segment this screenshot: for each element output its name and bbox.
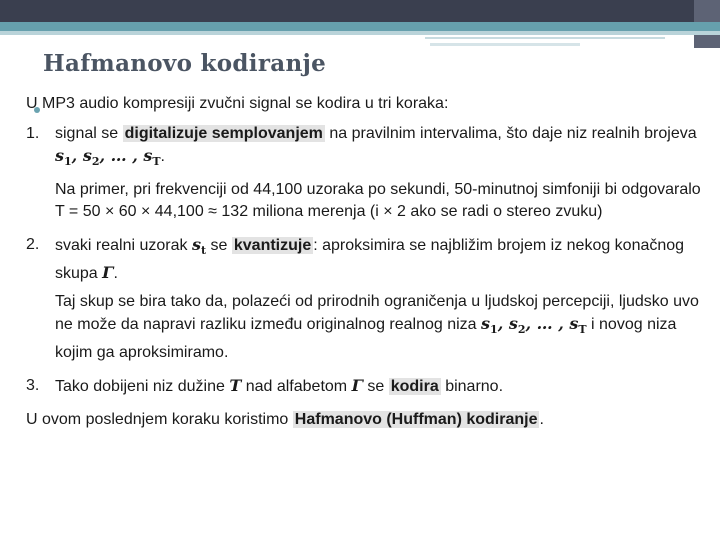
decorative-line xyxy=(430,43,580,46)
text: . xyxy=(539,410,544,428)
text: Taj skup se bira tako da, polazeći od prirodnih ograničenja u ljudskoj percepciji, ljudsko uvo ne može da napravi razliku između originalnog realnog niza xyxy=(55,293,699,334)
highlight-term: kodira xyxy=(390,377,439,395)
text: svaki realni uzorak xyxy=(55,237,188,255)
step-number: 3. xyxy=(26,376,40,394)
conclusion-text xyxy=(26,409,710,431)
text: se xyxy=(367,377,385,395)
list-item-step-1 xyxy=(26,123,710,223)
math-symbol: $s_t$ xyxy=(191,235,207,258)
text: nad alfabetom xyxy=(245,377,348,395)
list-item-step-3 xyxy=(26,375,710,398)
steps-list xyxy=(26,123,710,398)
math-symbol: Γ xyxy=(102,263,114,283)
text: . xyxy=(113,265,118,283)
step-text xyxy=(55,123,710,173)
highlight-term: kvantizuje xyxy=(233,237,312,255)
math-symbol: Γ xyxy=(351,375,363,395)
text: . xyxy=(160,148,165,165)
text: signal se xyxy=(55,125,119,142)
decorative-line xyxy=(425,37,665,39)
step-text xyxy=(55,375,710,398)
step-number: 1. xyxy=(26,125,40,142)
slide-title: Hafmanovo kodiranje xyxy=(43,50,327,77)
list-item-step-2 xyxy=(26,234,710,363)
step-text xyxy=(55,234,710,285)
accent-stripe-light xyxy=(0,31,720,35)
text: se xyxy=(210,237,228,255)
text: U ovom poslednjem koraku koristimo xyxy=(26,410,289,428)
top-bar xyxy=(0,0,720,22)
text: binarno. xyxy=(445,377,504,395)
text: na pravilnim intervalima, što daje niz realnih brojeva xyxy=(329,125,697,142)
math-sequence: $s_1$, $s_2$, … , $s_T$ xyxy=(481,314,587,337)
step-number: 2. xyxy=(26,236,40,254)
highlight-term: Hafmanovo (Huffman) kodiranje xyxy=(294,410,538,428)
step-explanation xyxy=(55,291,710,363)
intro-text: U MP3 audio kompresiji zvučni signal se kodira u tri koraka: xyxy=(26,95,449,112)
slide-body xyxy=(26,93,710,431)
step-example: Na primer, pri frekvenciji od 44,100 uzoraka po sekundi, 50-minutnoj simfoniji bi odgovaralo T = 50 × 60 × 44,100 ≈ 132 miliona merenja (i × 2 ako se radi o stereo zvuku) xyxy=(55,181,701,221)
text: Tako dobijeni niz dužine xyxy=(55,377,225,395)
math-sequence: $s_1$, $s_2$, … , $s_T$ xyxy=(55,146,161,169)
highlight-term: digitalizuje semplovanjem xyxy=(124,125,323,142)
text: i novog niza kojim ga aproksimiramo. xyxy=(55,316,677,361)
accent-stripe xyxy=(0,22,720,31)
math-symbol: T xyxy=(229,375,242,395)
text: : aproksimira se najbližim brojem iz nekog konačnog skupa xyxy=(55,237,685,283)
